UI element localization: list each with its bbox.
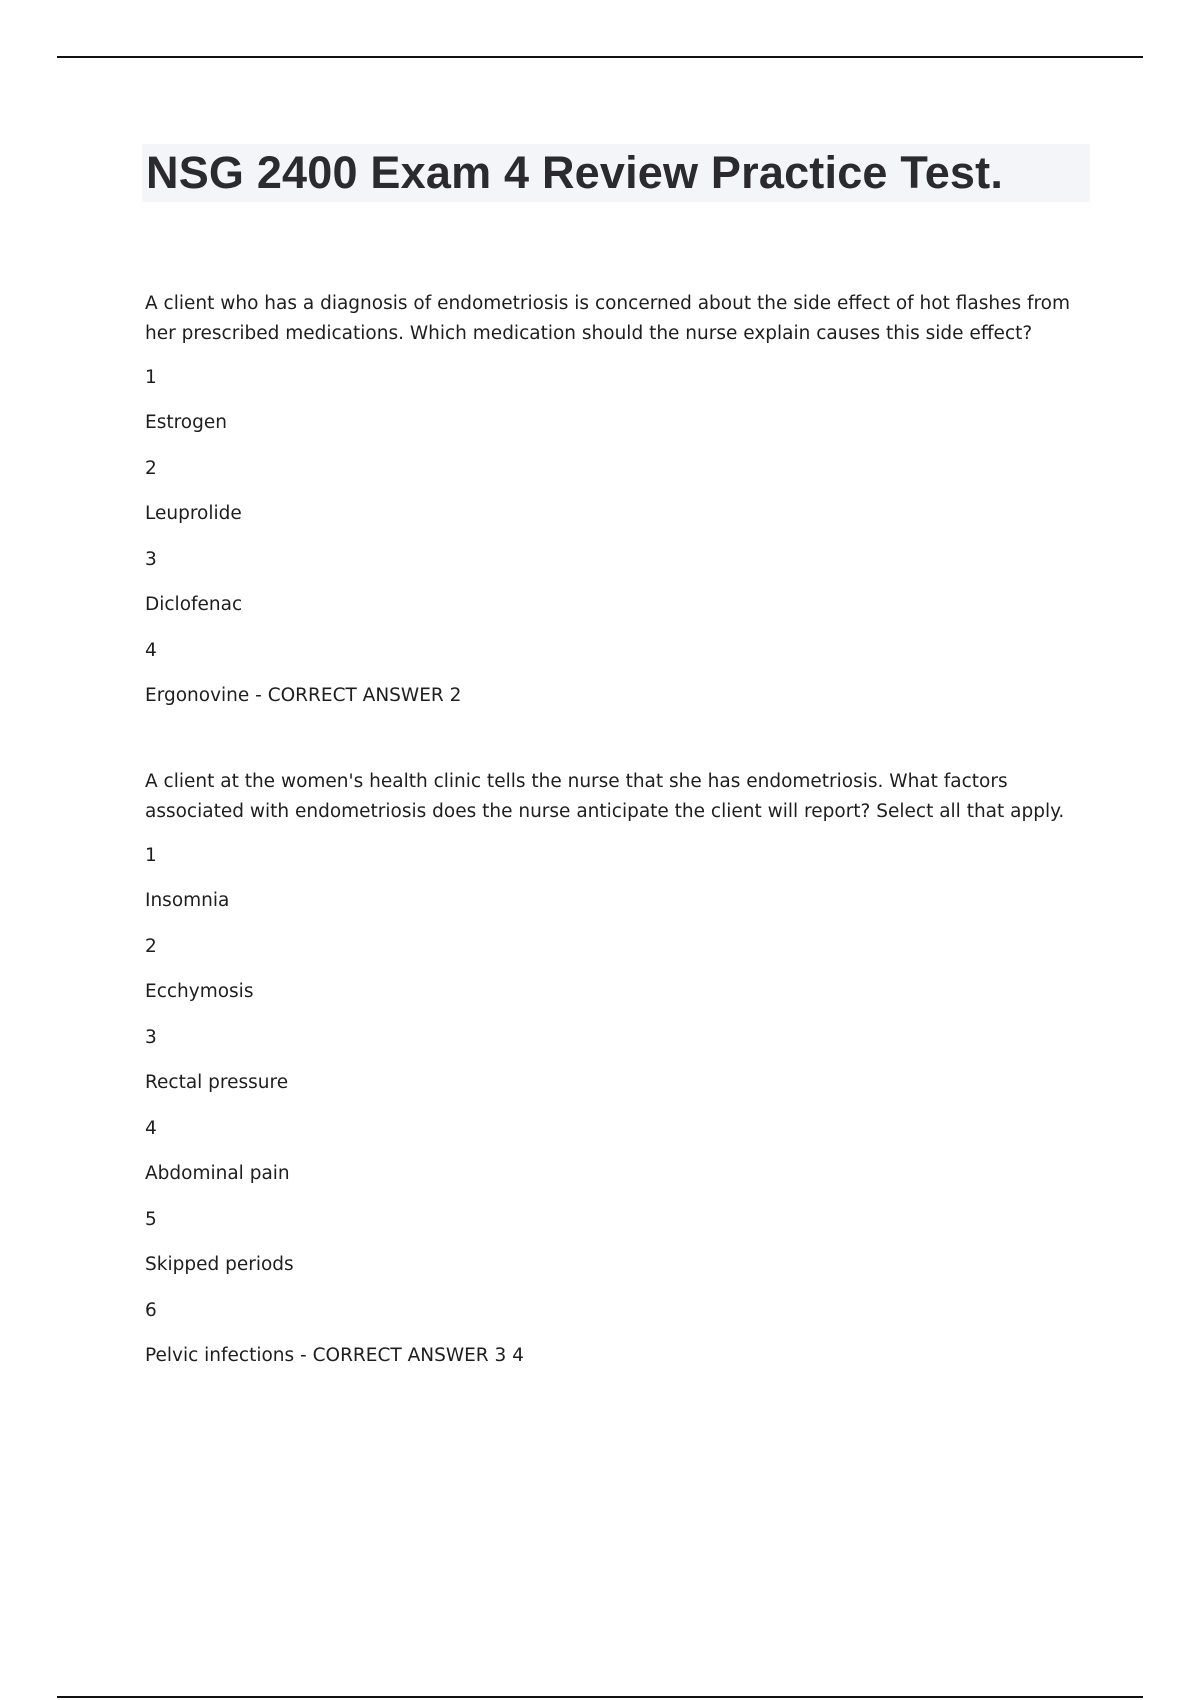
- document-title: NSG 2400 Exam 4 Review Practice Test.: [146, 147, 1004, 198]
- option-number: 2: [145, 936, 157, 957]
- option-text: Estrogen: [145, 412, 227, 433]
- option-text: Ecchymosis: [145, 981, 254, 1002]
- question-text: A client who has a diagnosis of endometriosis is concerned about the side effect of hot flashes from her prescribed medications. Which medication should the nurse explain causes this side effect?: [145, 293, 1071, 344]
- option-text-answer: Pelvic infections - CORRECT ANSWER 3 4: [145, 1345, 524, 1366]
- option-number: 1: [145, 845, 157, 866]
- option-number: 1: [145, 367, 157, 388]
- option-number: 5: [145, 1209, 157, 1230]
- option-text-answer: Ergonovine - CORRECT ANSWER 2: [145, 685, 462, 706]
- top-rule: [57, 56, 1143, 58]
- option-number: 6: [145, 1300, 157, 1321]
- question-list: [145, 289, 1095, 1367]
- bottom-rule: [57, 1696, 1143, 1698]
- question-2: [145, 767, 1095, 1367]
- option-number: 4: [145, 640, 157, 661]
- option-text: Leuprolide: [145, 503, 242, 524]
- option-text: Rectal pressure: [145, 1072, 289, 1093]
- option-text: Abdominal pain: [145, 1163, 290, 1184]
- option-text: Diclofenac: [145, 594, 243, 615]
- option-number: 3: [145, 549, 157, 570]
- question-1: [145, 289, 1095, 707]
- option-text: Insomnia: [145, 890, 230, 911]
- option-number: 4: [145, 1118, 157, 1139]
- option-number: 3: [145, 1027, 157, 1048]
- question-text: A client at the women's health clinic tells the nurse that she has endometriosis. What factors associated with endometriosis does the nurse anticipate the client will report? Select all that apply.: [145, 771, 1065, 822]
- option-text: Skipped periods: [145, 1254, 294, 1275]
- title-banner: [142, 144, 1090, 202]
- option-number: 2: [145, 458, 157, 479]
